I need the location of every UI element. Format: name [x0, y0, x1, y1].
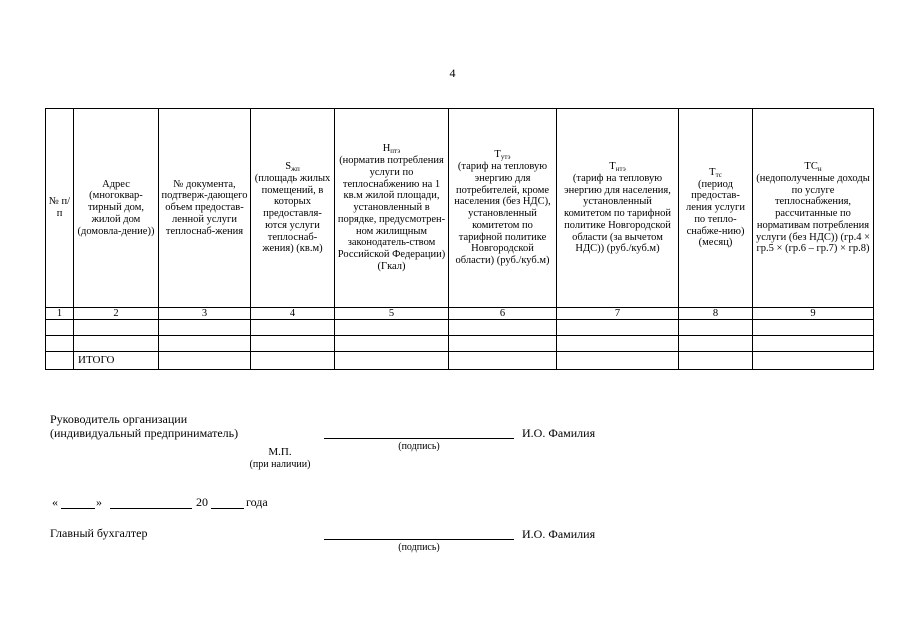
stamp-note: (при наличии) — [249, 459, 311, 470]
column-number: 6 — [449, 308, 557, 320]
signature-caption: (подпись) — [398, 542, 440, 553]
header-cell-9: $TC_н$ (недополученные доходы по услуге теплоснабжения, рассчитанные по нормативам потребления услуги (без НДС)) (гр.4 × гр.5 × (гр.6 – гр.7) × гр.8) — [753, 109, 874, 308]
header-cell-7: $T_{нтэ}$ (тариф на тепловую энергию для населения, установленный комитетом по тарифной политике Новгородской области (за вычетом НДС)) (руб./куб.м) — [557, 109, 679, 308]
header-cell-2: Адрес (многоквар-тирный дом, жилой дом (домовла-дение)) — [74, 109, 159, 308]
head-title-line1: Руководитель организации — [50, 412, 188, 426]
column-number: 9 — [753, 308, 874, 320]
date-year-prefix: 20 — [196, 495, 208, 509]
column-number: 5 — [335, 308, 449, 320]
header-cell-3: № документа, подтверж-дающего объем предостав-ленной услуги теплоснаб-жения — [159, 109, 251, 308]
header-cell-5: $H_{птэ}$ (норматив потребления услуги по теплоснабжению на 1 кв.м жилой площади, установленный в порядке, предусмотрен-ном жилищным законодатель-ством Российской Федерации) (Гкал) — [335, 109, 449, 308]
column-number: 8 — [679, 308, 753, 320]
date-close-quote: » — [96, 495, 102, 509]
date-year-line — [211, 508, 244, 509]
column-number: 1 — [46, 308, 74, 320]
date-year-suffix: года — [246, 495, 268, 509]
signature-caption: (подпись) — [398, 441, 440, 452]
signature-line — [324, 438, 514, 439]
head-name: И.О. Фамилия — [522, 426, 596, 440]
header-row — [46, 109, 874, 308]
column-number: 3 — [159, 308, 251, 320]
column-number: 4 — [251, 308, 335, 320]
accountant-name: И.О. Фамилия — [522, 527, 596, 541]
column-number: 2 — [74, 308, 159, 320]
date-open-quote: « — [52, 495, 58, 509]
column-number: 7 — [557, 308, 679, 320]
header-cell-1: № п/п — [46, 109, 74, 308]
date-month-line — [110, 508, 192, 509]
header-cell-6: $T_{утэ}$ (тариф на тепловую энергию для потребителей, кроме населения (без НДС), установленный комитетом по тарифной политике Новгородской области) (руб./куб.м) — [449, 109, 557, 308]
table-row — [46, 336, 874, 352]
header-cell-8: $T_{тс}$ (период предостав-ления услуги по тепло-снабже-нию) (месяц) — [679, 109, 753, 308]
table-row — [46, 320, 874, 336]
page-number: 4 — [449, 66, 456, 80]
total-label: ИТОГО — [74, 352, 159, 370]
signature-line — [324, 539, 514, 540]
report-table — [45, 108, 874, 370]
stamp-label: М.П. — [268, 446, 292, 458]
accountant-title: Главный бухгалтер — [50, 526, 148, 540]
header-cell-4: $S_{жп}$ (площадь жилых помещений, в которых предоставля-ются услуги теплоснаб-жения) (кв.м) — [251, 109, 335, 308]
total-row — [46, 352, 874, 370]
head-title-line2: (индивидуальный предприниматель) — [50, 426, 239, 440]
column-number-row — [46, 308, 874, 320]
date-day-line — [61, 508, 95, 509]
